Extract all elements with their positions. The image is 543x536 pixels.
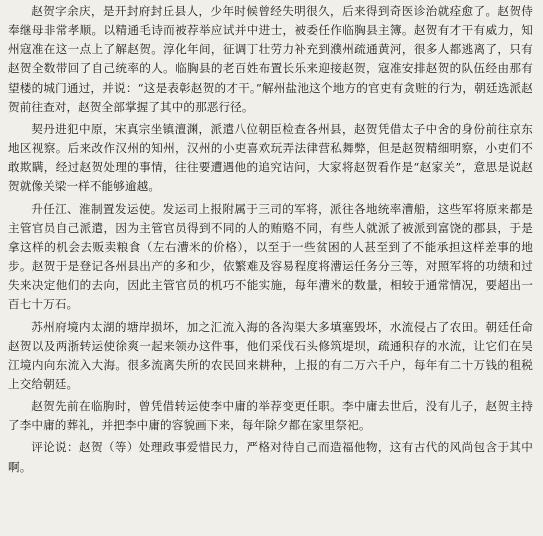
paragraph-biography-intro: 赵贺字余庆，是开封府封丘县人，少年时候曾经失明很久，后来得到奇医诊治就痊愈了。赵贺侍奉继母非常孝顺。以精通毛诗而被荐举应试并中进士，被委任作临胸县主簿。赵贺有才干有威力，知州寇准在这一点上了解赵贺。淳化年间，征调丁壮劳力补充到濮州疏通黄河，很多人都逃离了，只有赵贺全数带回了自己统率的人。临胸县的老百姓布置长乐来迎接赵贺，寇准安排赵贺的队伍经由那有望楼的城门通过，并说：“这是表彰赵贺的才干。”解州盐池这个地方的官吏有贪赃的行为，朝廷选派赵贺前往查对，赵贺全部掌握了其中的那恶行径。 [8,4,533,114]
paragraph-li-zhongyong: 赵贺先前在临朐时，曾凭借转运使李中庸的举荐变更任职。李中庸去世后，没有儿子，赵贺主持了李中庸的葬礼，并把李中庸的容貌画下来，每年除夕都在家里祭祀。 [8,399,533,433]
paragraph-grain-transport: 升任江、淮制置发运使。发运司上报附属于三司的军将，派往各地统率漕船，这些军将原来都是主管官员自己派遣，因为主管官员得到不同的人的贿赂不同，有些人就派了被派到富饶的郡县，于是拿这样的机会去贩卖粮食（左右漕米的价格），以至于一些贫困的人甚至到了不能承担这样差事的地步。赵贺于是登记各州县出产的多和少，依繁难及容易程度将漕运任务分三等，对照军将的功绩和过失来决定他们的去向，因此主管官员的机巧不能实施，每年漕米的数量，相较于通常情况，要超出一百七十万石。 [8,201,533,312]
paragraph-khitan-invasion: 契丹进犯中原，宋真宗坐镇澶渊，派遣八位朝臣检查各州县，赵贺凭借太子中舍的身份前往京东地区视察。后来改作汉州的知州，汉州的小吏喜欢玩弄法律营私舞弊，但是赵贺精细明察，小吏们不敢欺瞒，经过赵贺处理的事情，往往要遭遇他的追究诘问，大家将赵贺看作是“赵家关”，意思是说赵贺就像关梁一样不能够逾越。 [8,121,533,194]
paragraph-commentary: 评论说：赵贺（等）处理政事爱惜民力，严格对待自己而造福他物，这有古代的风尚包含于其中啊。 [8,440,533,474]
paragraph-taihu-embankment: 苏州府境内太湖的塘岸损坏，加之汇流入海的各沟渠大多填塞毁坏，水流侵占了农田。朝廷任命赵贺以及两浙转运使徐爽一起来领办这件事，他们采伐石头修筑堤坝，疏通积存的水流，让它们在吴江境内向东流入大海。很多流离失所的农民回来耕种，上报的有二万六千户，每年有二十万钱的租税上交给朝廷。 [8,319,533,391]
